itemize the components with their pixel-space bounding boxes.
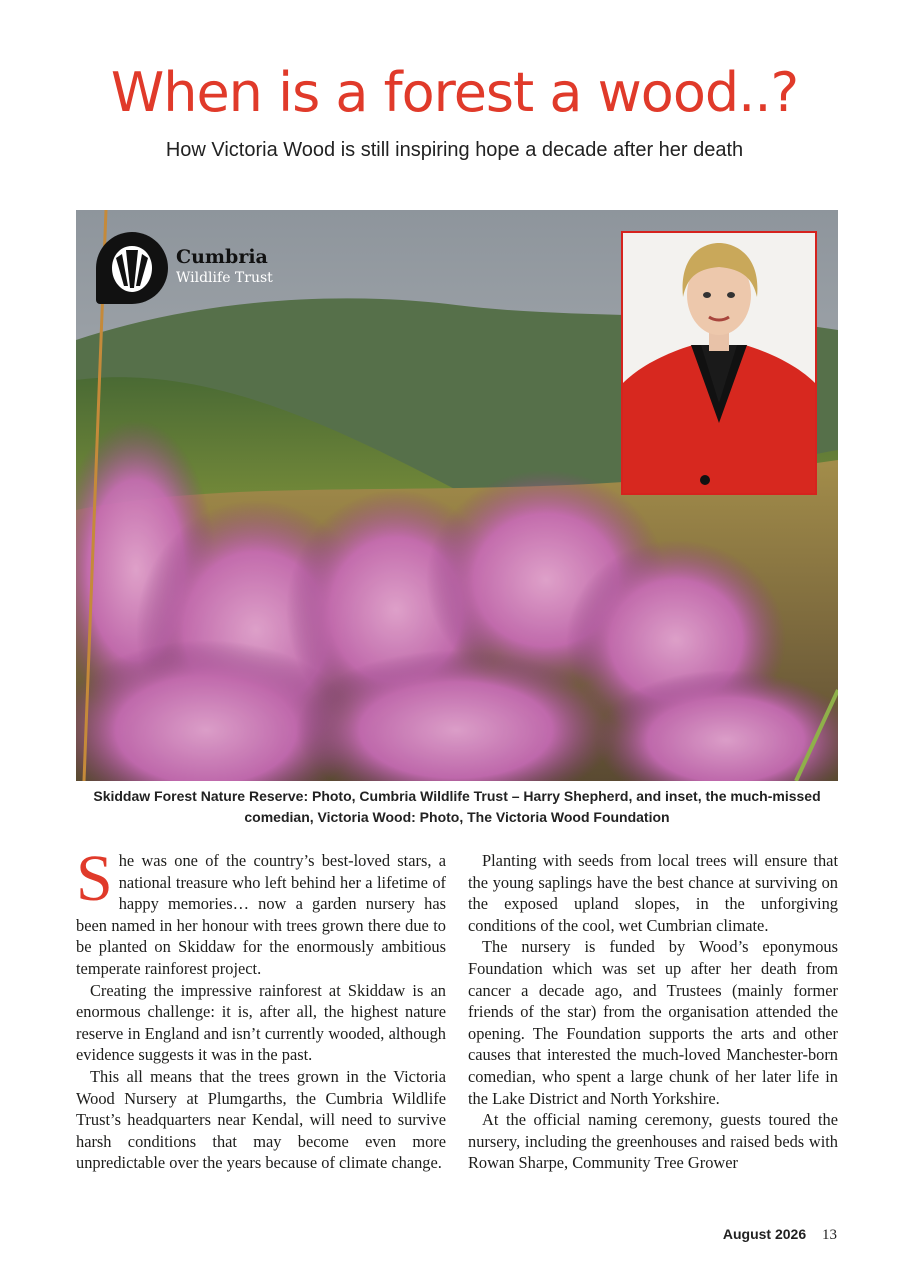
portrait-figure	[623, 233, 815, 493]
issue-date: August 2026	[722, 1226, 807, 1242]
body-paragraph: Planting with seeds from local trees will ensure that the young saplings have the best chance at surviving on the exposed upland slopes, in the unforgiving conditions of the cool, wet Cumbrian climate.	[468, 851, 838, 935]
logo-name: Cumbria	[176, 246, 268, 268]
body-paragraph: At the official naming ceremony, guests toured the nursery, including the greenhouses and raised beds with Rowan Sharpe, Community Tree Grower	[468, 1110, 838, 1173]
logo-subtitle: Wildlife Trust	[176, 270, 273, 286]
photo-caption: Skiddaw Forest Nature Reserve: Photo, Cumbria Wildlife Trust – Harry Shepherd, and inset, the much-missed comedian, Victoria Wood: Photo, The Victoria Wood Foundation	[93, 788, 821, 825]
page-number: 13	[822, 1227, 837, 1243]
body-paragraph: This all means that the trees grown in the Victoria Wood Nursery at Plumgarths, the Cumbria Wildlife Trust’s headquarters near Kendal, will need to survive harsh conditions that may become even more unpredictable over the years because of climate change.	[76, 1066, 446, 1173]
body-column-right	[468, 850, 838, 1174]
body-paragraph: She was one of the country’s best-loved stars, a national treasure who left behind her a lifetime of happy memories… now a garden nursery has been named in her honour with trees grown there due to be planted on Skiddaw for the enormously ambitious temperate rainforest project.	[76, 842, 446, 978]
hero-photo	[76, 210, 838, 781]
badger-icon	[96, 232, 168, 304]
inset-portrait	[621, 231, 817, 495]
page-footer	[723, 1226, 837, 1244]
body-paragraph: The nursery is funded by Wood’s eponymous Foundation which was set up after her death from cancer a decade ago, and Trustees (mainly former friends of the star) from the organisation attended the opening. The Foundation supports the arts and other causes that interested the much-loved Manchester-born comedian, who spent a large chunk of her later life in the Lake District and North Yorkshire.	[468, 937, 838, 1108]
article-title: When is a forest a wood..?	[110, 61, 799, 124]
body-paragraph: Creating the impressive rainforest at Skiddaw is an enormous challenge: it is, after all, the highest nature reserve in England and isn’t currently wooded, although evidence suggests it was in the past.	[76, 980, 446, 1065]
drop-cap: S	[76, 842, 113, 915]
body-column-left	[76, 842, 446, 1174]
cumbria-wildlife-trust-logo	[96, 232, 286, 308]
article-subtitle: How Victoria Wood is still inspiring hope a decade after her death	[165, 139, 744, 161]
